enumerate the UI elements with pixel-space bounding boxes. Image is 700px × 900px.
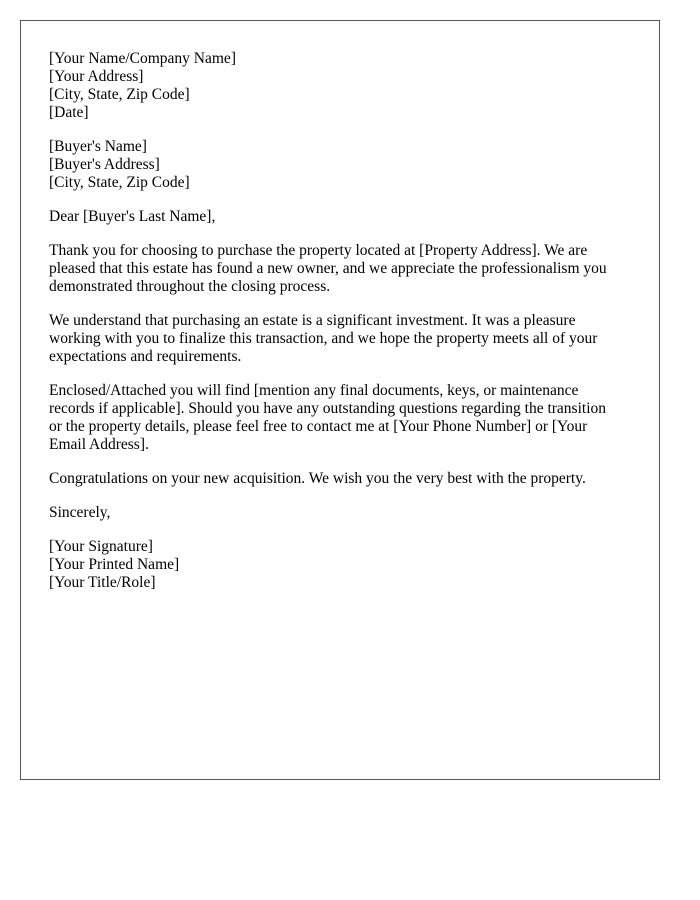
paragraph-line: expectations and requirements. — [49, 348, 242, 365]
closing-text: Sincerely, — [49, 504, 111, 521]
signature-line: [Your Signature] — [49, 538, 153, 555]
sender-city-state-zip: [City, State, Zip Code] — [49, 86, 190, 103]
recipient-name: [Buyer's Name] — [49, 138, 147, 155]
recipient-address: [Buyer's Address] — [49, 156, 160, 173]
body-paragraph-4 — [49, 470, 639, 488]
salutation-text: Dear [Buyer's Last Name], — [49, 208, 216, 225]
recipient-block — [49, 138, 639, 192]
paragraph-line: Congratulations on your new acquisition. We wish you the very best with the property. — [49, 470, 586, 487]
sender-name: [Your Name/Company Name] — [49, 50, 236, 67]
body-paragraph-2 — [49, 312, 639, 366]
signature-block — [49, 538, 639, 592]
paragraph-line: Email Address]. — [49, 436, 149, 453]
paragraph-line: or the property details, please feel free to contact me at [Your Phone Number] or [Your — [49, 418, 588, 435]
recipient-city-state-zip: [City, State, Zip Code] — [49, 174, 190, 191]
letter-date: [Date] — [49, 104, 89, 121]
closing — [49, 504, 639, 522]
letter-page — [20, 20, 660, 780]
body-paragraph-1 — [49, 242, 639, 296]
paragraph-line: records if applicable]. Should you have any outstanding questions regarding the transition — [49, 400, 607, 417]
paragraph-line: working with you to finalize this transaction, and we hope the property meets all of your — [49, 330, 598, 347]
body-paragraph-3 — [49, 382, 639, 454]
paragraph-line: Enclosed/Attached you will find [mention any final documents, keys, or maintenance — [49, 382, 579, 399]
letter-content — [49, 50, 639, 608]
paragraph-line: pleased that this estate has found a new owner, and we appreciate the professionalism you — [49, 260, 607, 277]
salutation — [49, 208, 639, 226]
paragraph-line: Thank you for choosing to purchase the property located at [Property Address]. We are — [49, 242, 588, 259]
paragraph-line: demonstrated throughout the closing process. — [49, 278, 331, 295]
printed-name: [Your Printed Name] — [49, 556, 180, 573]
sender-address: [Your Address] — [49, 68, 144, 85]
paragraph-line: We understand that purchasing an estate is a significant investment. It was a pleasure — [49, 312, 576, 329]
sender-block — [49, 50, 639, 122]
title-role: [Your Title/Role] — [49, 574, 156, 591]
